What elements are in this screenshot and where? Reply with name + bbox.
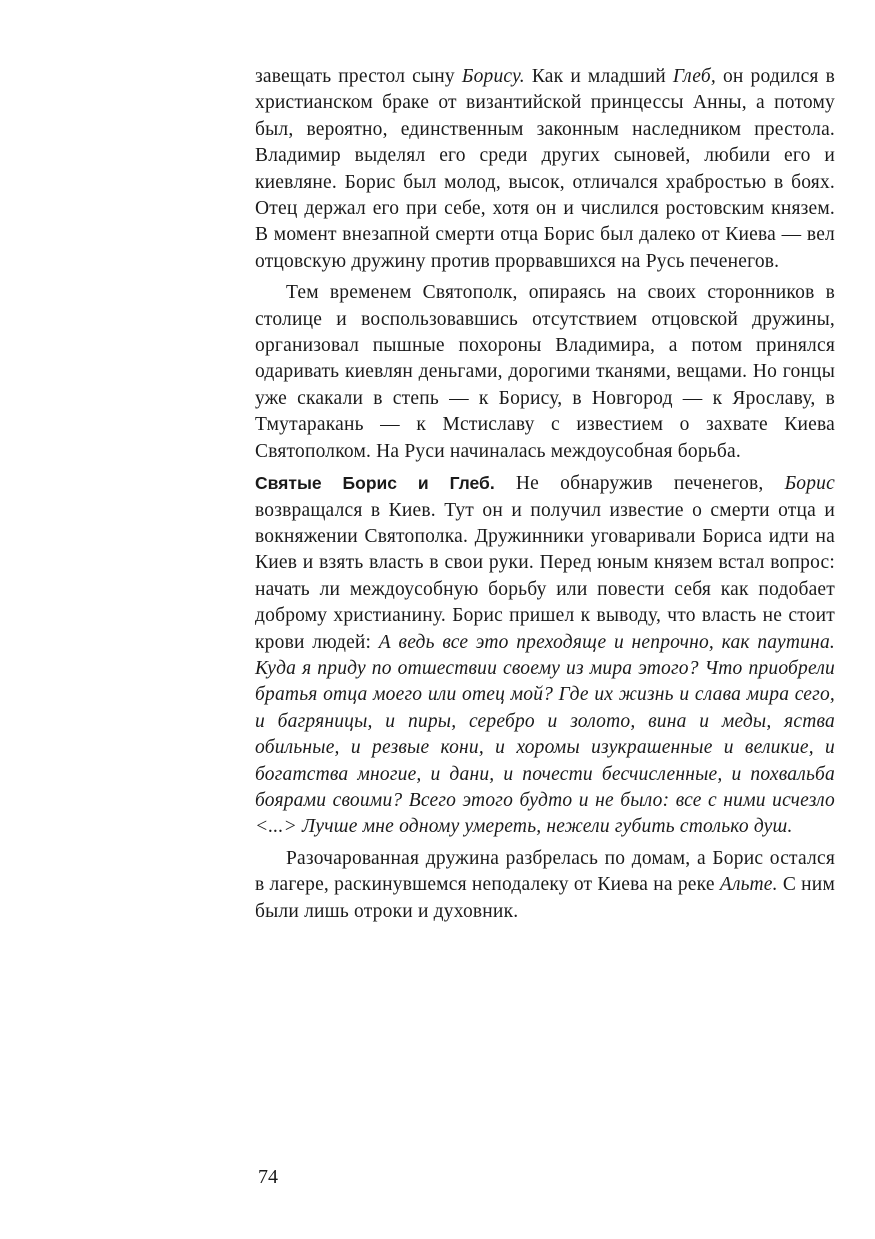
- paragraph-4: [255, 846, 835, 925]
- text-run: Не обнаружив печенегов,: [494, 473, 785, 495]
- quote-text: А ведь все это преходяще и непрочно, как паутина. Куда я приду по отшествии своему из мира этого? Что приобрели братья отца моего или отец мой? Где их жизнь и слава мира сего, и багряницы, и пиры, серебро и золото, вина и меды, яства обильные, и резвые кони, и хоромы изукрашенные и великие, и богатства многие, и дани, и почести бесчисленные, и похвальба боярами своими? Всего этого будто и не было: все с ними исчезло <...> Лучше мне одному умереть, нежели губить столько душ.: [255, 631, 835, 838]
- page-number: 74: [258, 1166, 278, 1188]
- italic-name-gleb: Глеб,: [672, 66, 716, 87]
- text-run: Разочарованная дружина разбрелась по домам, а Борис остался в лагере, раскинувшемся неподалеку от Киева на реке: [255, 847, 835, 896]
- page-body: [255, 64, 835, 925]
- text-run: Как и младший: [524, 66, 673, 87]
- paragraph-1: [255, 64, 835, 275]
- paragraph-2: [255, 280, 835, 465]
- text-run: С ним были лишь отроки и духовник.: [255, 874, 835, 922]
- italic-name-boris: Борису.: [461, 66, 525, 87]
- italic-name-boris: Борис: [784, 473, 835, 495]
- text-run: Тем временем Святополк, опираясь на своих сторонников в столице и воспользовавшись отсутствием отцовской дружины, организовал пышные похороны Владимира, а потом принялся одаривать киевлян деньгами, дорогими тканями, вещами. Но гонцы уже скакали в степь — к Борису, в Новгород — к Ярославу, в Тмутаракань — к Мстиславу с известием о захвате Киева Святополком. На Руси начиналась междоусобная борьба.: [255, 282, 835, 462]
- text-run: он родился в христианском браке от византийской принцессы Анны, а потому был, вероятно, единственным законным наследником престола. Владимир выделял его среди других сыновей, любили его и киевляне. Борис был молод, высок, отличался храбростью в боях. Отец держал его при себе, хотя он и числился ростовским князем. В момент внезапной смерти отца Борис был далеко от Киева — вел отцовскую дружину против прорвавшихся на Русь печенегов.: [255, 66, 835, 272]
- text-run: завещать престол сыну: [255, 66, 462, 87]
- text-run: возвращался в Киев. Тут он и получил известие о смерти отца и вокняжении Святополка. Дружинники уговаривали Бориса идти на Киев и взять власть в свои руки. Перед юным князем встал вопрос: начать ли междоусобную борьбу или повести себя как подобает доброму христианину. Борис пришел к выводу, что власть не стоит крови людей:: [255, 499, 835, 653]
- section-heading: Святые Борис и Глеб.: [255, 473, 495, 494]
- italic-river-name: Альте.: [719, 874, 778, 896]
- section-paragraph: [255, 470, 835, 841]
